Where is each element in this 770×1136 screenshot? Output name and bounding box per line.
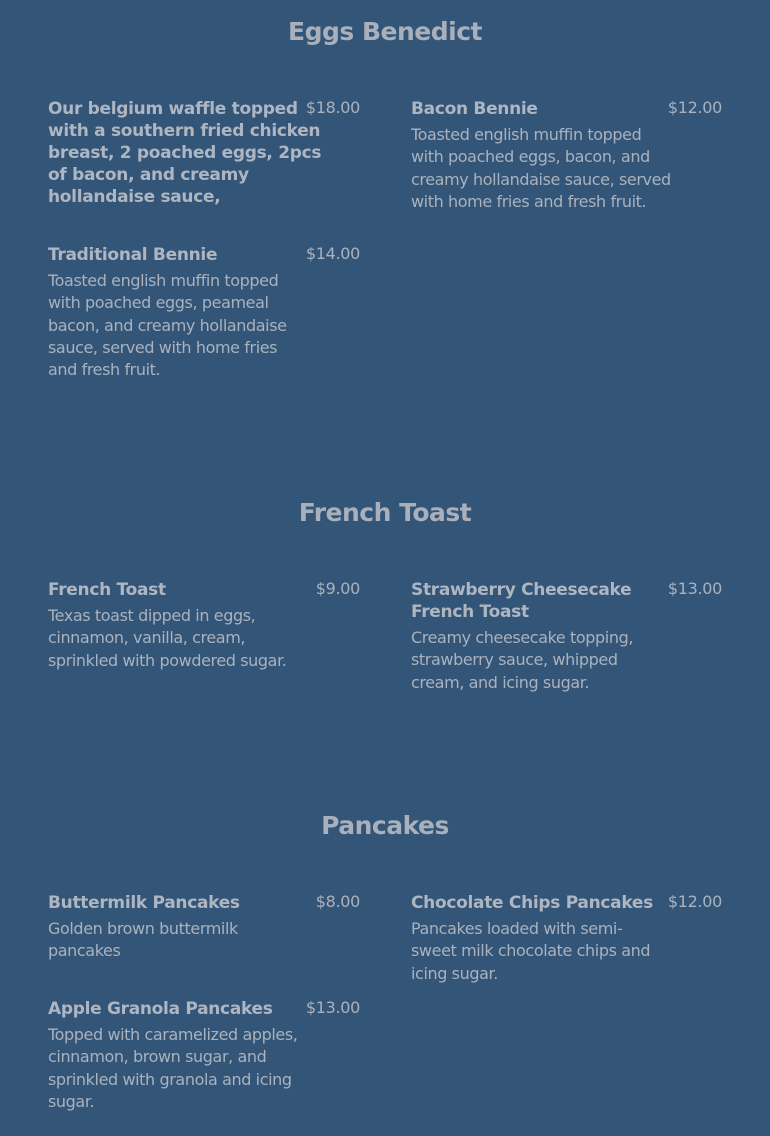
item-name: Bacon Bennie xyxy=(411,99,538,119)
item-name: Apple Granola Pancakes xyxy=(48,999,273,1019)
item-description: Toasted english muffin topped with poached eggs, bacon, and creamy hollandaise sauce, served with home fries and fresh fruit. xyxy=(411,125,671,211)
section-title-pancakes: Pancakes xyxy=(321,811,449,840)
menu-item xyxy=(411,892,661,985)
item-price: $8.00 xyxy=(315,892,360,911)
menu-item xyxy=(48,998,304,1113)
item-name: Our belgium waffle topped with a southern fried chicken breast, 2 poached eggs, 2pcs of bacon, and creamy hollandaise sauce, xyxy=(48,99,322,207)
menu-item xyxy=(48,892,300,963)
item-name: Strawberry Cheesecake French Toast xyxy=(411,580,632,622)
item-price: $12.00 xyxy=(667,98,722,117)
menu-item xyxy=(48,579,300,672)
item-price: $13.00 xyxy=(667,579,722,598)
item-description: Pancakes loaded with semi-sweet milk chocolate chips and icing sugar. xyxy=(411,919,651,983)
section-title-eggs-benedict: Eggs Benedict xyxy=(288,17,482,46)
item-price: $14.00 xyxy=(305,244,360,263)
item-name: Traditional Bennie xyxy=(48,245,218,265)
section-title-french-toast: French Toast xyxy=(298,498,472,527)
item-description: Topped with caramelized apples, cinnamon, brown sugar, and sprinkled with granola and icing sugar. xyxy=(48,1025,298,1111)
item-price: $12.00 xyxy=(667,892,722,911)
item-name: French Toast xyxy=(48,580,166,600)
menu-item xyxy=(48,244,300,381)
menu-item xyxy=(48,98,328,208)
item-price: $9.00 xyxy=(315,579,360,598)
item-name: Chocolate Chips Pancakes xyxy=(411,893,653,913)
item-price: $13.00 xyxy=(305,998,360,1017)
item-price: $18.00 xyxy=(305,98,360,117)
item-name: Buttermilk Pancakes xyxy=(48,893,240,913)
item-description: Texas toast dipped in eggs, cinnamon, vanilla, cream, sprinkled with powdered sugar. xyxy=(48,606,287,670)
menu-item xyxy=(411,98,673,213)
item-description: Creamy cheesecake topping, strawberry sauce, whipped cream, and icing sugar. xyxy=(411,628,634,692)
item-description: Golden brown buttermilk pancakes xyxy=(48,919,238,961)
item-description: Toasted english muffin topped with poached eggs, peameal bacon, and creamy hollandaise sauce, served with home fries and fresh fruit. xyxy=(48,271,287,380)
menu-item xyxy=(411,579,651,694)
